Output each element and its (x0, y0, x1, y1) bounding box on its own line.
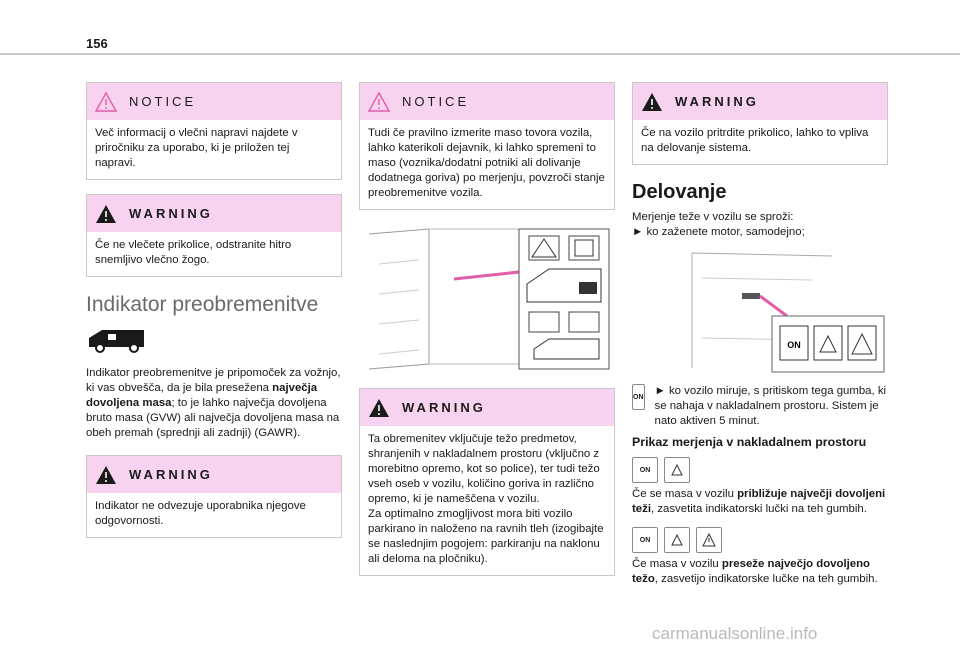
exceed-paragraph: Če masa v vozilu preseže največjo dovoljeno težo, zasvetijo indikatorske lučke na teh gumbih. (632, 558, 878, 585)
section-title: Indikator preobremenitve (86, 293, 319, 316)
cargo-area-illustration (359, 224, 615, 374)
overload-button-lit-icon (696, 527, 722, 553)
warning-header (633, 83, 887, 120)
approach-paragraph: Če se masa v vozilu približuje največji dovoljeni teži, zasvetita indikatorski lučki na teh gumbih. (632, 488, 886, 515)
warning-title: WARNING (402, 400, 486, 415)
notice-header (87, 83, 341, 120)
warning-text: Ta obremenitev vključuje težo predmetov, shranjenih v nakladalnem prostoru (vključno z morebitno opremo, kot so police), ter tudi težo vseh oseb v vozilu, količino goriva in različno opremo, ki je nameščena v vozilu. Za optimalno zmogljivost mora biti vozilo parkirano in naloženo na ravnih tleh (izogibajte se naslednjim pogojem: parkiranju na naklonu ali deloma na pločniku). (368, 433, 604, 565)
svg-text:ON: ON (787, 340, 801, 350)
notice-header (360, 83, 614, 120)
indicator-icons-exceed (632, 527, 888, 553)
indicator-icons-approach (632, 457, 888, 483)
warning-triangle-icon (95, 204, 117, 224)
warning-triangle-icon (641, 92, 663, 112)
warning-text: Indikator ne odvezuje uporabnika njegove odgovornosti. (95, 500, 306, 527)
weight-button-lit-icon (664, 527, 690, 553)
on-button-lit-icon: ON (632, 527, 658, 553)
bullet-press-text: ► ko vozilo miruje, s pritiskom tega gumba, ki se nahaja v nakladalnem prostoru. Sistem je nato aktiven 5 minut. (654, 385, 887, 427)
watermark: carmanualsonline.info (652, 624, 818, 643)
warning-header (87, 195, 341, 232)
load-button-illustration (632, 248, 888, 376)
intro-paragraph: Merjenje teže v vozilu se sproži: ► ko zaženete motor, samodejno; (632, 211, 805, 238)
warning-header (87, 456, 341, 493)
column-3 (632, 82, 888, 597)
notice-text: Več informacij o vlečni napravi najdete v priročniku za uporabo, ki je priložen tej napravi. (95, 127, 298, 169)
subheading: Prikaz merjenja v nakladalnem prostoru (632, 435, 867, 449)
warning-title: WARNING (675, 94, 759, 109)
on-button-icon: ON (632, 384, 645, 410)
warning-box (86, 455, 342, 538)
top-rule (0, 53, 960, 55)
warning-triangle-icon (368, 398, 390, 418)
notice-box (359, 82, 615, 210)
warning-text: Če ne vlečete prikolice, odstranite hitro snemljivo vlečno žogo. (95, 239, 292, 266)
van-icon (86, 327, 148, 353)
overload-paragraph: Indikator preobremenitve je pripomoček za vožnjo, ki vas obvešča, da je bila presežena največja dovoljena masa; to je lahko največja dovoljena bruto masa (GVW) ali največja dovoljena masa na obeh premah (sprednji ali zadnji) (GAWR). (86, 367, 341, 439)
section-heading: Delovanje (632, 181, 727, 203)
warning-box (632, 82, 888, 165)
notice-title: NOTICE (129, 94, 197, 109)
weight-button-lit-icon (664, 457, 690, 483)
on-button-lit-icon: ON (632, 457, 658, 483)
warning-triangle-icon (95, 92, 117, 112)
warning-title: WARNING (129, 206, 213, 221)
warning-title: WARNING (129, 467, 213, 482)
warning-header (360, 389, 614, 426)
notice-title: NOTICE (402, 94, 470, 109)
notice-box (86, 82, 342, 180)
warning-box (86, 194, 342, 277)
column-1 (86, 82, 342, 552)
warning-triangle-icon (95, 465, 117, 485)
warning-text: Če na vozilo pritrdite prikolico, lahko to vpliva na delovanje sistema. (641, 127, 869, 154)
warning-triangle-icon (368, 92, 390, 112)
column-2 (359, 82, 615, 590)
button-press-row (632, 384, 888, 429)
warning-box (359, 388, 615, 576)
notice-text: Tudi če pravilno izmerite maso tovora vozila, lahko katerikoli dejavnik, ki lahko spremeni to maso (voznika/dodatni potniki ali dolivanje dodatnega goriva) po merjenju, povzroči stanje preobremenitve vozila. (368, 127, 605, 199)
page-number: 156 (86, 36, 108, 51)
